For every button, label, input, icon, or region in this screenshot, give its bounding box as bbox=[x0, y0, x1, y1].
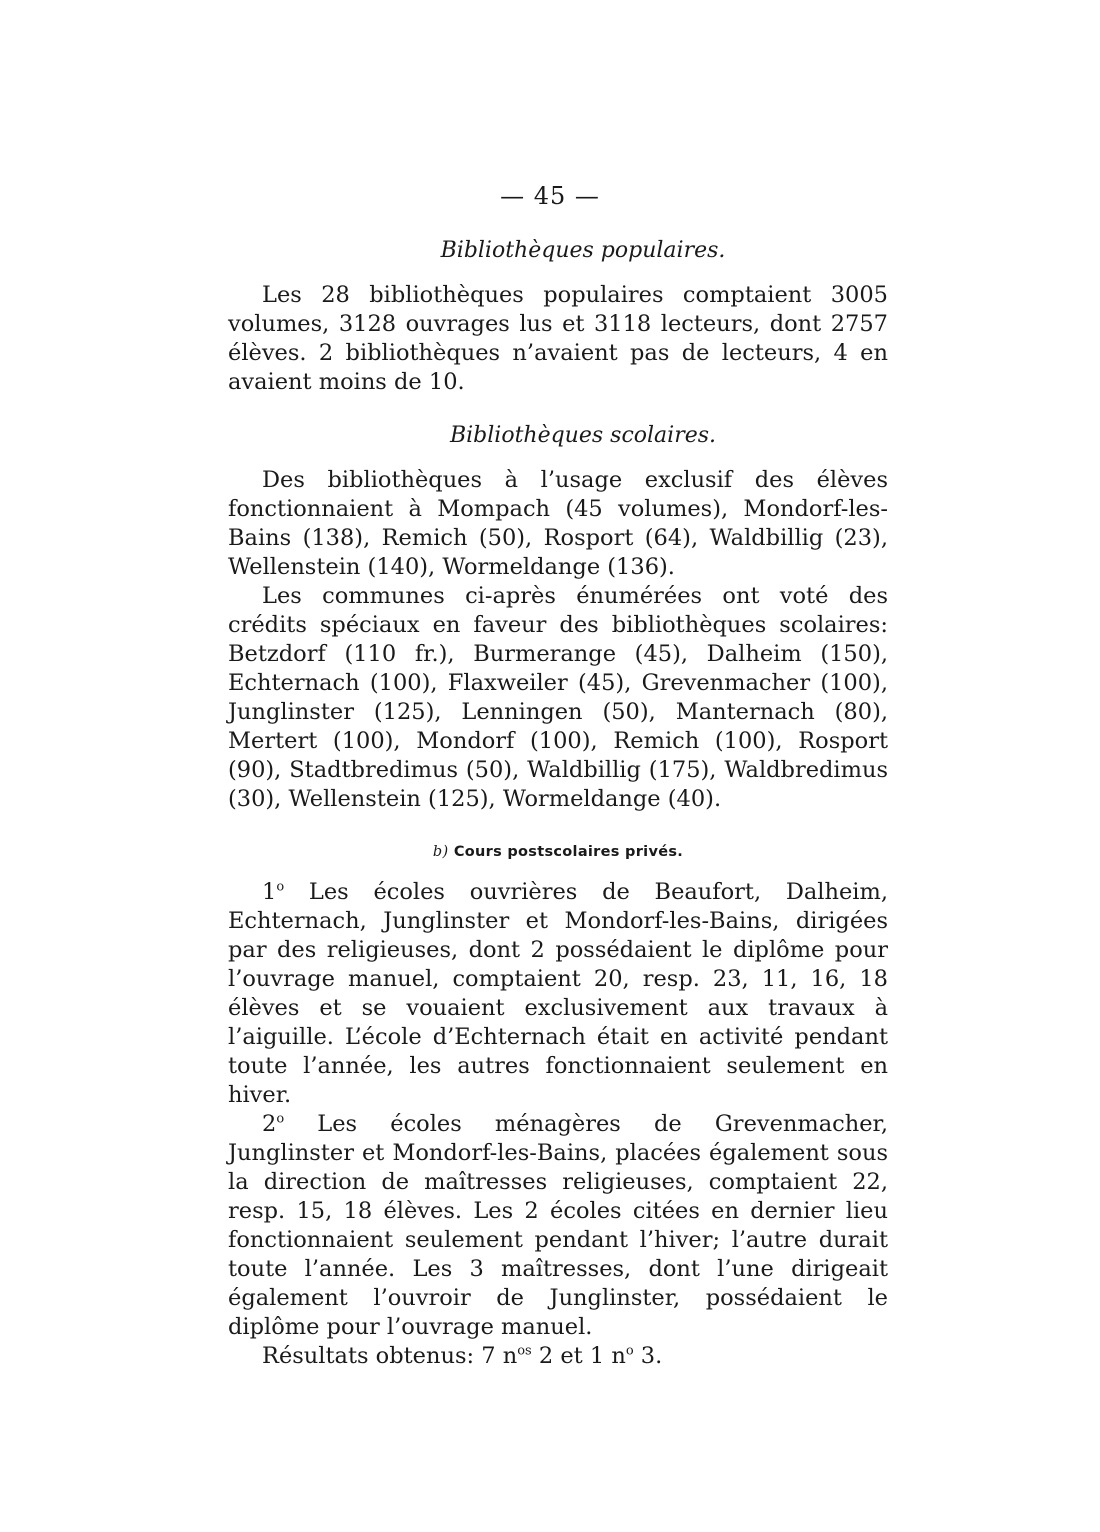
paragraph-ecoles-ouvrieres bbox=[228, 878, 888, 1110]
page-number: — 45 — bbox=[500, 182, 600, 210]
item-text: Les écoles ouvrières de Beaufort, Dalheim, Echternach, Junglinster et Mondorf-les-Bains, dirigées par des religieuses, dont 2 possédaient le diplôme pour l’ouvrage manuel, comptaient 20, resp. 23, 11, 16, 18 élèves et se vouaient exclusivement aux travaux à l’aiguille. L’école d’Echternach était en activité pendant toute l’année, les autres fonctionnaient seulement en hiver. bbox=[228, 879, 888, 1108]
paragraph-bibliotheques-populaires: Les 28 bibliothèques populaires comptaient 3005 volumes, 3128 ouvrages lus et 3118 lecteurs, dont 2757 élèves. 2 bibliothèques n’avaient pas de lecteurs, 4 en avaient moins de 10. bbox=[228, 282, 888, 395]
results-sup-2: o bbox=[625, 1343, 634, 1359]
item-number: 1 bbox=[262, 879, 277, 905]
item-text: Les écoles ménagères de Grevenmacher, Junglinster et Mondorf-les-Bains, placées également sous la direction de maîtresses religieuses, comptaient 22, resp. 15, 18 élèves. Les 2 écoles citées en dernier lieu fonctionnaient seulement pendant l’hiver; l’autre durait toute l’année. Les 3 maîtresses, dont l’une dirigeait également l’ouvroir de Junglinster, possédaient le diplôme pour l’ouvrage manuel. bbox=[228, 1111, 888, 1340]
section-heading-text: Cours postscolaires privés. bbox=[453, 844, 684, 860]
page-content bbox=[228, 238, 888, 1371]
results-sup-1: os bbox=[517, 1343, 532, 1359]
ordinal-sup: o bbox=[276, 1111, 285, 1127]
section-heading-bibliotheques-populaires: Bibliothèques populaires. bbox=[440, 238, 726, 263]
paragraph-bibliotheques-scolaires-1: Des bibliothèques à l’usage exclusif des élèves fonctionnaient à Mompach (45 volumes), Mondorf-les-Bains (138), Remich (50), Rosport (64), Waldbillig (23), Wellenstein (140), Wormeldange (136). bbox=[228, 467, 888, 580]
results-text-3: 3. bbox=[633, 1343, 663, 1369]
paragraph-bibliotheques-scolaires-2: Les communes ci-après énumérées ont voté des crédits spéciaux en faveur des bibliothèques scolaires: Betzdorf (110 fr.), Burmerange (45), Dalheim (150), Echternach (100), Flaxweiler (45), Grevenmacher (100), Junglinster (125), Lenningen (50), Manternach (80), Mertert (100), Mondorf (100), Remich (100), Rosport (90), Stadtbredimus (50), Waldbillig (175), Waldbredimus (30), Wellenstein (125), Wormeldange (40). bbox=[228, 583, 888, 812]
paragraph-ecoles-menageres bbox=[228, 1110, 888, 1342]
paragraph-resultats bbox=[228, 1342, 888, 1371]
results-text-2: 2 et 1 n bbox=[531, 1343, 626, 1369]
results-text-1: Résultats obtenus: 7 n bbox=[262, 1343, 518, 1369]
ordinal-sup: o bbox=[276, 879, 285, 895]
section-heading-bibliotheques-scolaires: Bibliothèques scolaires. bbox=[449, 423, 717, 448]
section-heading-cours-postscolaires bbox=[228, 844, 888, 860]
item-number: 2 bbox=[262, 1111, 277, 1137]
section-marker: b) bbox=[432, 844, 449, 860]
